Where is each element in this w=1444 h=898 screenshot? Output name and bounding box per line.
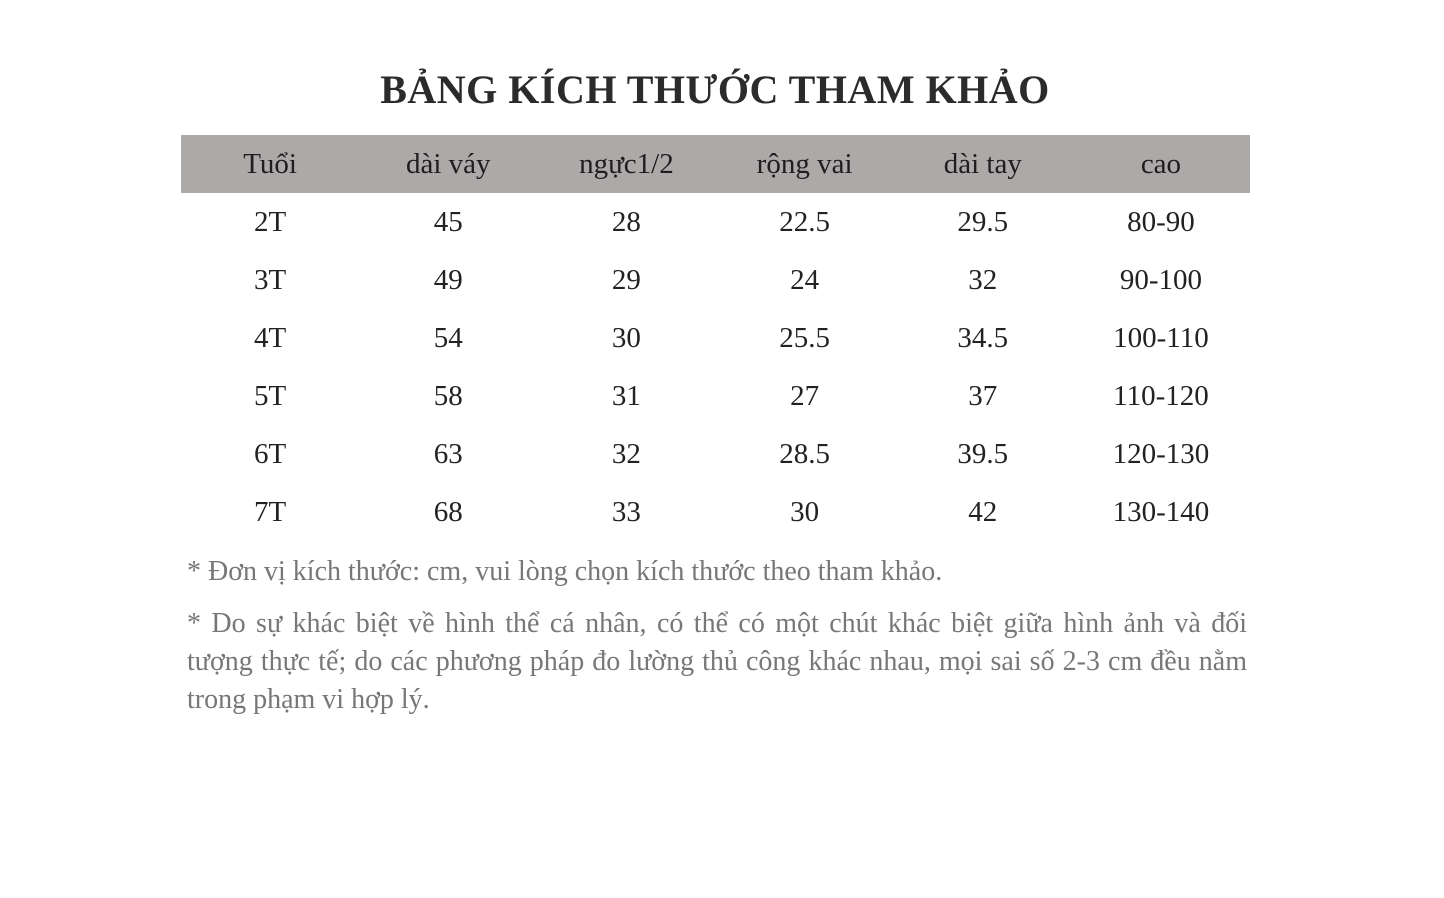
cell-dress-length: 49 <box>433 264 463 296</box>
cell-dress-length: 63 <box>433 438 463 470</box>
cell-sleeve-length: 29.5 <box>957 206 1009 238</box>
table-row <box>181 251 1250 309</box>
cell-sleeve-length: 39.5 <box>957 438 1009 470</box>
cell-dress-length: 68 <box>433 496 463 528</box>
cell-shoulder-width: 24 <box>790 264 820 296</box>
table-row <box>181 309 1250 367</box>
page-title: BẢNG KÍCH THƯỚC THAM KHẢO <box>380 67 1050 112</box>
cell-height: 130-140 <box>1112 496 1210 528</box>
header-shoulder-width: rộng vai <box>756 148 853 180</box>
cell-age: 7T <box>253 496 287 528</box>
cell-shoulder-width: 28.5 <box>779 438 830 470</box>
cell-height: 100-110 <box>1113 322 1209 354</box>
cell-dress-length: 45 <box>433 206 463 238</box>
header-half-chest: ngực1/2 <box>579 148 674 180</box>
cell-half-chest: 30 <box>611 322 641 354</box>
cell-age: 4T <box>253 322 287 354</box>
cell-half-chest: 29 <box>611 264 641 296</box>
cell-dress-length: 54 <box>433 322 463 354</box>
cell-shoulder-width: 27 <box>790 380 820 412</box>
header-height: cao <box>1140 148 1182 180</box>
table-header-row <box>181 135 1250 193</box>
cell-shoulder-width: 22.5 <box>779 206 830 238</box>
disclaimer-note: * Do sự khác biệt về hình thể cá nhân, có thể có một chút khác biệt giữa hình ảnh và đối tượng thực tế; do các phương pháp đo lường thủ công khác nhau, mọi sai số 2-3 cm đều nằm trong phạm vi hợp lý. <box>187 608 1247 715</box>
cell-sleeve-length: 37 <box>968 380 998 412</box>
cell-shoulder-width: 25.5 <box>779 322 830 354</box>
cell-shoulder-width: 30 <box>790 496 820 528</box>
cell-half-chest: 33 <box>611 496 641 528</box>
cell-height: 80-90 <box>1127 206 1195 238</box>
unit-note: * Đơn vị kích thước: cm, vui lòng chọn kích thước theo tham khảo. <box>187 556 943 587</box>
cell-half-chest: 31 <box>611 380 641 412</box>
cell-half-chest: 32 <box>611 438 641 470</box>
header-sleeve-length: dài tay <box>943 148 1022 180</box>
header-dress-length: dài váy <box>405 148 491 180</box>
size-chart-table <box>181 135 1250 541</box>
cell-height: 110-120 <box>1113 380 1209 412</box>
cell-age: 6T <box>253 438 287 470</box>
cell-age: 3T <box>253 264 287 296</box>
cell-age: 5T <box>253 380 287 412</box>
cell-height: 90-100 <box>1119 264 1203 296</box>
header-age: Tuổi <box>243 148 297 180</box>
cell-sleeve-length: 32 <box>968 264 998 296</box>
table-row <box>181 193 1250 251</box>
table-row <box>181 367 1250 425</box>
table-row <box>181 425 1250 483</box>
cell-height: 120-130 <box>1112 438 1210 470</box>
cell-dress-length: 58 <box>433 380 463 412</box>
cell-age: 2T <box>253 206 287 238</box>
cell-sleeve-length: 42 <box>968 496 998 528</box>
cell-half-chest: 28 <box>611 206 641 238</box>
cell-sleeve-length: 34.5 <box>957 322 1009 354</box>
table-row <box>181 483 1250 541</box>
